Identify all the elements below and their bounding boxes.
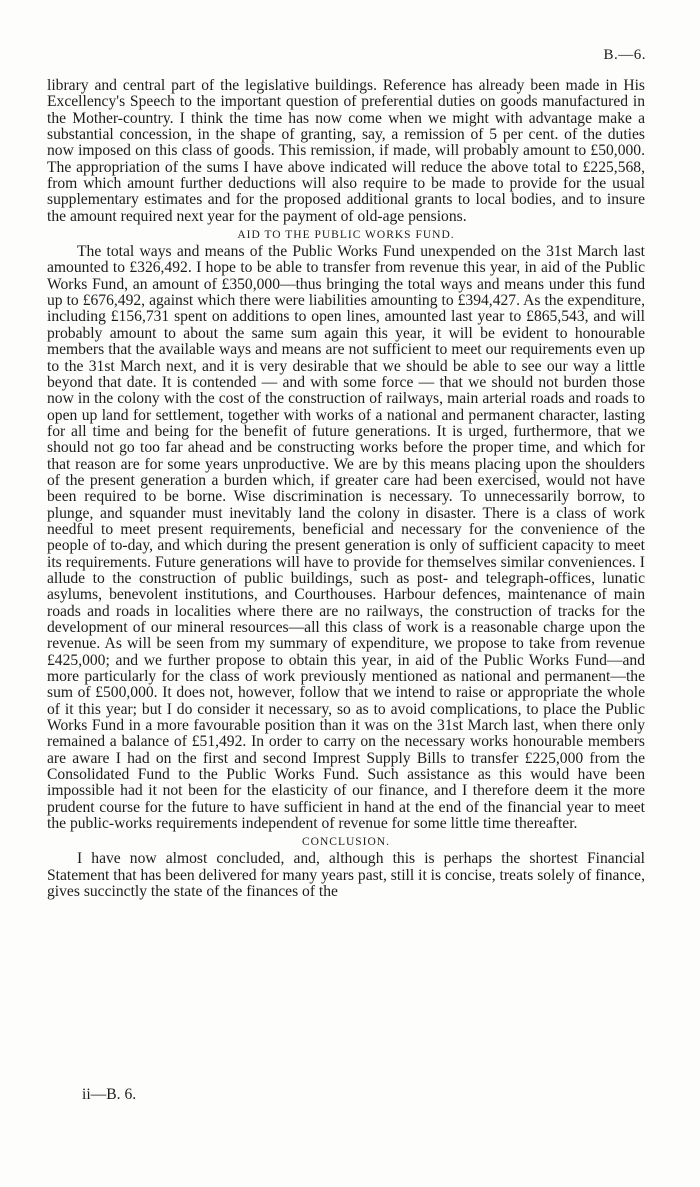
paragraph-conclusion: I have now almost concluded, and, although this is perhaps the shortest Financial Statement that has been delivered for many years past, still it is concise, treats solely of finance, gives succinctly the state of the finances of the xyxy=(47,850,646,901)
sheet-reference: ii—B. 6. xyxy=(82,1086,137,1103)
page-reference: B.—6. xyxy=(603,47,646,63)
section-heading-public-works: AID TO THE PUBLIC WORKS FUND. xyxy=(237,229,455,242)
document-body xyxy=(47,78,645,901)
section-heading-conclusion: CONCLUSION. xyxy=(302,836,390,849)
paragraph-public-works: The total ways and means of the Public Works Fund unexpended on the 31st March last amounted to £326,492. I hope to be able to transfer from revenue this year, in aid of the Public Works Fund, an amount of £350,000—thus bringing the total ways and means under this fund up to £676,492, against which there were liabilities amounting to £394,427. As the expenditure, including £156,731 spent on additions to open lines, amounted last year to £865,543, and will probably amount to about the same sum again this year, it will be evident to honourable members that the available ways and means are not sufficient to meet our requirements even up to the 31st March next, and it is very desirable that we should be able to see our way a little beyond that date. It is contended — and with some force — that we should not burden those now in the colony with the cost of the construction of railways, main arterial roads and roads to open up land for settlement, together with works of a national and permanent character, lasting for all time and being for the benefit of future generations. It is urged, furthermore, that we should not go too far ahead and be constructing works before the proper time, and which for that reason are for some years unproductive. We are by this means placing upon the shoulders of the present generation a burden which, if greater care had been exercised, would not have been required to be borne. Wise discrimination is necessary. To unnecessarily borrow, to plunge, and squander must inevitably land the colony in disaster. There is a class of work needful to meet present requirements, beneficial and necessary for the convenience of the people of to-day, and which during the present generation is only of sufficient capacity to meet its requirements. Future generations will have to provide for themselves similar conveniences. I allude to the construction of public buildings, such as post- and telegraph-offices, lunatic asylums, benevolent institutions, and Courthouses. Harbour defences, maintenance of main roads and roads in localities where there are no railways, the construction of tracks for the development of our mineral resources—all this class of work is a reasonable charge upon the revenue. As will be seen from my summary of expenditure, we propose to take from revenue £425,000; and we further propose to obtain this year, in aid of the Public Works Fund—and more particularly for the class of work previously mentioned as national and permanent—the sum of £500,000. It does not, however, follow that we intend to raise or appropriate the whole of it this year; but I do consider it necessary, so as to avoid complications, to place the Public Works Fund in a more favourable position than it was on the 31st March last, when there only remained a balance of £51,492. In order to carry on the necessary works honourable members are aware I had on the first and second Imprest Supply Bills to transfer £225,000 from the Consolidated Fund to the Public Works Fund. Such assistance as this would have been impossible had it not been for the elasticity of our finance, and I therefore deem it the more prudent course for the future to have sufficient in hand at the end of the financial year to meet the public-works requirements independent of revenue for some little time thereafter. xyxy=(47,243,645,833)
paragraph-intro: library and central part of the legislative buildings. Reference has already been made in His Excellency's Speech to the important question of preferential duties on goods manufactured in the Mother-country. I think the time has now come when we might with advantage make a substantial concession, in the shape of granting, say, a remission of 5 per cent. of the duties now imposed on this class of goods. This remission, if made, will probably amount to £50,000. The appropriation of the sums I have above indicated will reduce the above total to £225,568, from which amount further deductions will also require to be made to provide for the usual supplementary estimates and for the proposed additional grants to local bodies, and to insure the amount required next year for the payment of old-age pensions. xyxy=(47,77,645,225)
